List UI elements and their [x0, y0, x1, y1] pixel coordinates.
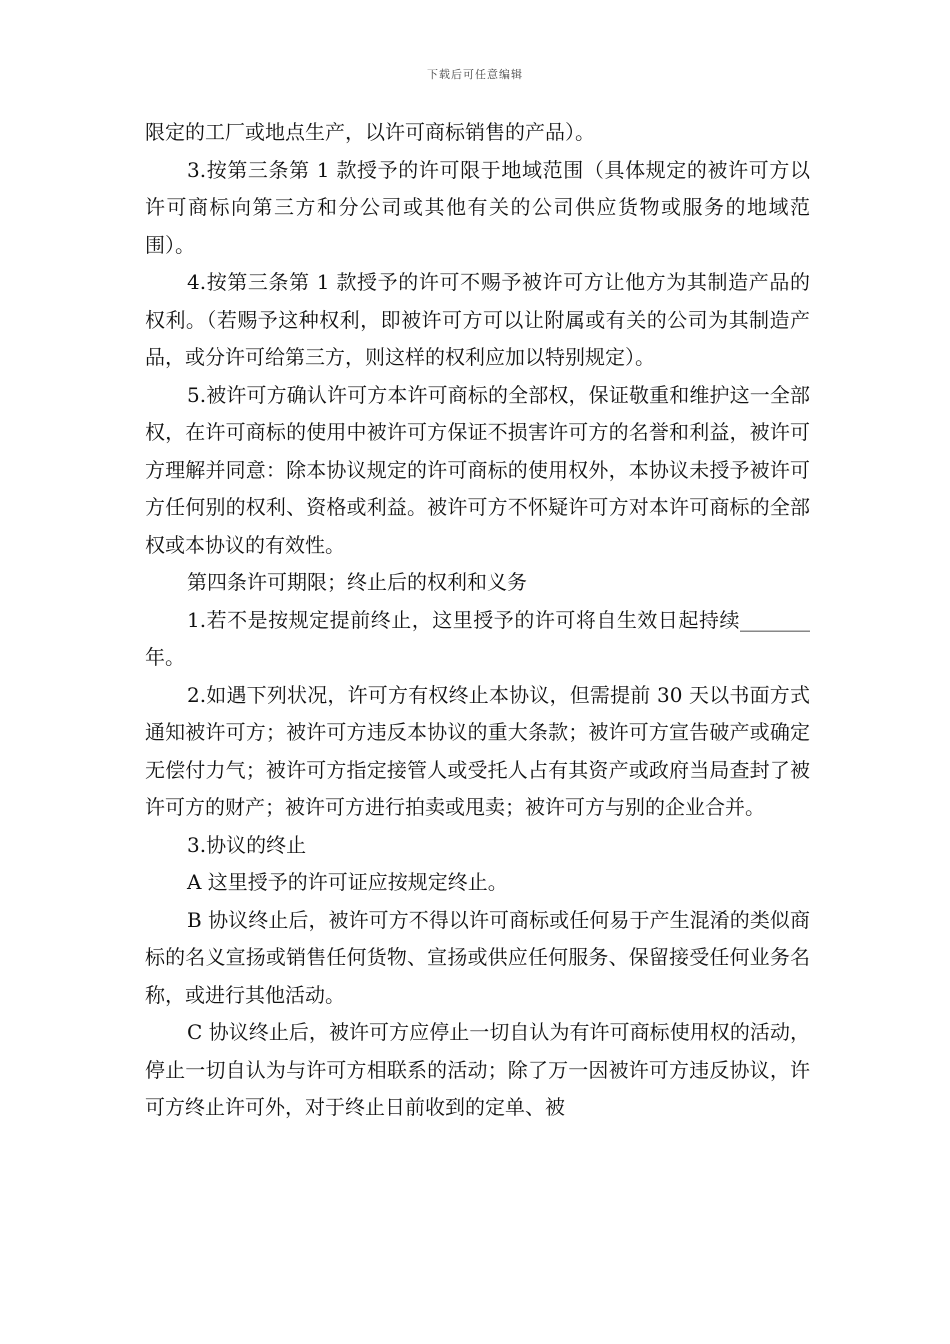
paragraph-termination-c: C 协议终止后，被许可方应停止一切自认为有许可商标使用权的活动，停止一切自认为与许可方相联系的活动；除了万一因被许可方违反协议，许可方终止许可外，对于终止日前收到的定单、被 [145, 1020, 810, 1119]
section-heading-article-4: 第四条许可期限；终止后的权利和义务 [187, 570, 527, 594]
paragraph-termination-a: A 这里授予的许可证应按规定终止。 [187, 870, 508, 894]
paragraph-term-2: 2.如遇下列状况，许可方有权终止本协议，但需提前 30 天以书面方式通知被许可方；被许可方违反本协议的重大条款；被许可方宣告破产或确定无偿付力气；被许可方指定接管人或受托人占有其资产或政府当局查封了被许可方的财产；被许可方进行拍卖或甩卖；被许可方与别的企业合并。 [145, 682, 810, 819]
paragraph-termination-b: B 协议终止后，被许可方不得以许可商标或任何易于产生混淆的类似商标的名义宣扬或销售任何货物、宣扬或供应任何服务、保留接受任何业务名称，或进行其他活动。 [145, 907, 810, 1007]
paragraph-term-1: 1.若不是按规定提前终止，这里授予的许可将自生效日起持续_______年。 [145, 607, 810, 669]
paragraph-termination-heading: 3.协议的终止 [187, 832, 307, 857]
paragraph-continuation: 限定的工厂或地点生产，以许可商标销售的产品）。 [145, 120, 595, 144]
page-header: 下载后可任意编辑 [427, 68, 523, 81]
paragraph-clause-3: 3.按第三条第 1 款授予的许可限于地域范围（具体规定的被许可方以许可商标向第三方和分公司或其他有关的公司供应货物或服务的地域范围）。 [145, 157, 810, 257]
paragraph-clause-5: 5.被许可方确认许可方本许可商标的全部权，保证敬重和维护这一全部权，在许可商标的使用中被许可方保证不损害许可方的名誉和利益，被许可方理解并同意：除本协议规定的许可商标的使用权外，本协议未授予被许可方任何别的权利、资格或利益。被许可方不怀疑许可方对本许可商标的全部权或本协议的有效性。 [145, 382, 810, 557]
document-body [145, 114, 810, 1127]
paragraph-clause-4: 4.按第三条第 1 款授予的许可不赐予被许可方让他方为其制造产品的权利。（若赐予这种权利，即被许可方可以让附属或有关的公司为其制造产品，或分许可给第三方，则这样的权利应加以特别规定）。 [145, 270, 810, 369]
